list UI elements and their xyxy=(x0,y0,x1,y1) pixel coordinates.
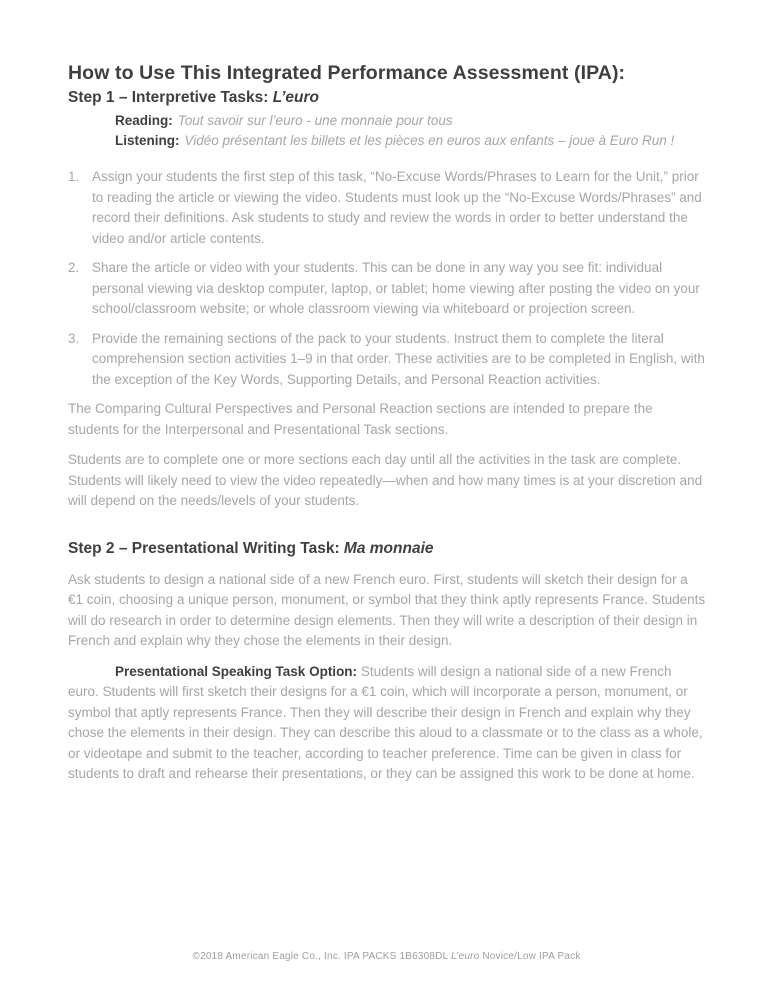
paragraph-perspectives: The Comparing Cultural Perspectives and Personal Reaction sections are intended to prepare the students for the Interpersonal and Presentational Task sections. xyxy=(68,401,653,437)
listening-label: Listening: xyxy=(115,133,180,148)
reading-label: Reading: xyxy=(115,113,173,128)
list-item xyxy=(68,167,706,249)
list-item-number: 2. xyxy=(68,260,80,275)
listening-text: Vidéo présentant les billets et les pièces en euros aux enfants – joue à Euro Run ! xyxy=(184,133,675,148)
step2-intro-paragraph: Ask students to design a national side of a new French euro. First, students will sketch their design for a €1 coin, choosing a unique person, monument, or symbol that they think aptly represents France. Students will do research in order to determine design elements. Then they will write a description of their design in French and explain why they chose the elements in their design. xyxy=(68,571,706,648)
list-item-text: Provide the remaining sections of the pack to your students. Instruct them to complete the literal comprehension section activities 1–9 in that order. These activities are to be completed in English, with the exception of the Key Words, Supporting Details, and Personal Reaction activities. xyxy=(92,330,705,387)
footer-part1: ©2018 American Eagle Co., Inc. IPA PACKS 1B6308DL xyxy=(192,951,451,962)
footer-part2: Novice/Low IPA Pack xyxy=(479,951,581,962)
footer-text xyxy=(0,951,773,962)
list-item-text: Assign your students the first step of this task, “No-Excuse Words/Phrases to Learn for the Unit,” prior to reading the article or viewing the video. Students must look up the “No-Excuse Words/Phrases” and record their definitions. Ask students to study and review the words in order to better understand the video and/or article contents. xyxy=(92,169,702,246)
listening-row xyxy=(115,132,706,150)
footer-italic: L’euro xyxy=(450,951,480,962)
reading-row xyxy=(115,112,706,130)
list-item xyxy=(68,258,706,320)
instruction-list xyxy=(68,167,706,390)
paragraph-pacing: Students are to complete one or more sections each day until all the activities in the task are complete. Students will likely need to view the video repeatedly—when and how many times is at your discretion and will depend on the needs/levels of your students. xyxy=(68,452,703,508)
list-item xyxy=(68,329,706,391)
list-item-text: Share the article or video with your students. This can be done in any way you see fit: individual personal viewing via desktop computer, laptop, or tablet; home viewing after posting the video on your school/classroom website; or whole classroom viewing via whiteboard or projection screen. xyxy=(92,260,700,316)
step2-heading-text: Step 2 – Presentational Writing Task: xyxy=(68,539,344,557)
speaking-option-label: Presentational Speaking Task Option: xyxy=(115,663,358,679)
document-content xyxy=(68,62,706,795)
step1-heading-italic: L’euro xyxy=(272,89,319,106)
step2-heading-italic: Ma monnaie xyxy=(343,539,434,557)
step1-heading xyxy=(68,89,706,107)
list-item-number: 1. xyxy=(68,169,80,184)
list-item-number: 3. xyxy=(68,330,80,346)
speaking-option-text: Students will design a national side of a new French euro. Students will first sketch their designs for a €1 coin, which will incorporate a person, monument, or symbol that aptly represents France. Then they will describe their design in French and explain why they chose the elements in their design. They can describe this aloud to a classmate or to the class as a whole, or videotape and submit to the teacher, according to teacher preference. Time can be given in class for students to draft and rehearse their presentations, or they can be assigned this work to be done at home. xyxy=(68,663,703,781)
step1-heading-text: Step 1 – Interpretive Tasks: xyxy=(68,89,273,106)
step2-heading xyxy=(68,540,706,558)
page-title: How to Use This Integrated Performance Assessment (IPA): xyxy=(68,62,626,84)
reading-text: Tout savoir sur l’euro - une monnaie pour tous xyxy=(177,113,453,128)
speaking-option-paragraph xyxy=(68,662,706,785)
